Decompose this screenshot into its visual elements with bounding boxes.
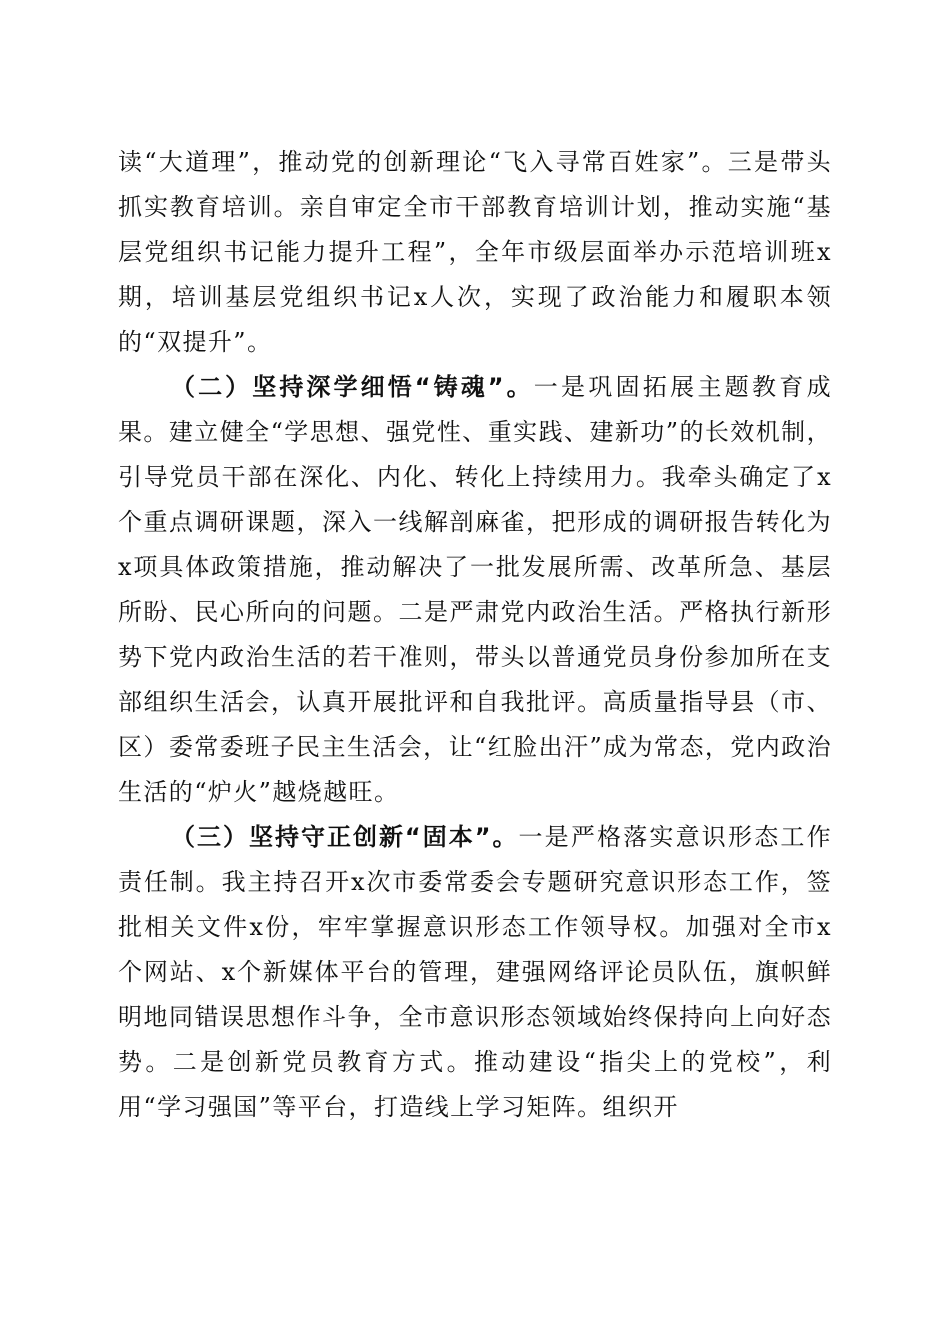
paragraph-continuation bbox=[118, 140, 832, 365]
paragraph-text: 一是巩固拓展主题教育成果。建立健全“学思想、强党性、重实践、建新功”的长效机制，引导党员干部在深化、内化、转化上持续用力。我牵头确定了x个重点调研课题，深入一线解剖麻雀，把形成的调研报告转化为x项具体政策措施，推动解决了一批发展所需、改革所急、基层所盼、民心所向的问题。二是严肃党内政治生活。严格执行新形势下党内政治生活的若干准则，带头以普通党员身份参加所在支部组织生活会，认真开展批评和自我批评。高质量指导县（市、区）委常委班子民主生活会，让“红脸出汗”成为常态，党内政治生活的“炉火”越烧越旺。 bbox=[118, 373, 832, 806]
document-body bbox=[118, 140, 832, 1130]
paragraph-text: 读“大道理”，推动党的创新理论“飞入寻常百姓家”。三是带头抓实教育培训。亲自审定全市干部教育培训计划，推动实施“基层党组织书记能力提升工程”，全年市级层面举办示范培训班x期，培训基层党组织书记x人次，实现了政治能力和履职本领的“双提升”。 bbox=[118, 148, 832, 356]
section-heading: （二）坚持深学细悟“铸魂”。 bbox=[171, 373, 534, 401]
section-heading: （三）坚持守正创新“固本”。 bbox=[171, 823, 519, 851]
paragraph-section-3 bbox=[118, 815, 832, 1130]
paragraph-text: 一是严格落实意识形态工作责任制。我主持召开x次市委常委会专题研究意识形态工作，签批相关文件x份，牢牢掌握意识形态工作领导权。加强对全市x个网站、x个新媒体平台的管理，建强网络评论员队伍，旗帜鲜明地同错误思想作斗争，全市意识形态领域始终保持向上向好态势。二是创新党员教育方式。推动建设“指尖上的党校”，利用“学习强国”等平台，打造线上学习矩阵。组织开 bbox=[118, 823, 832, 1121]
paragraph-section-2 bbox=[118, 365, 832, 815]
